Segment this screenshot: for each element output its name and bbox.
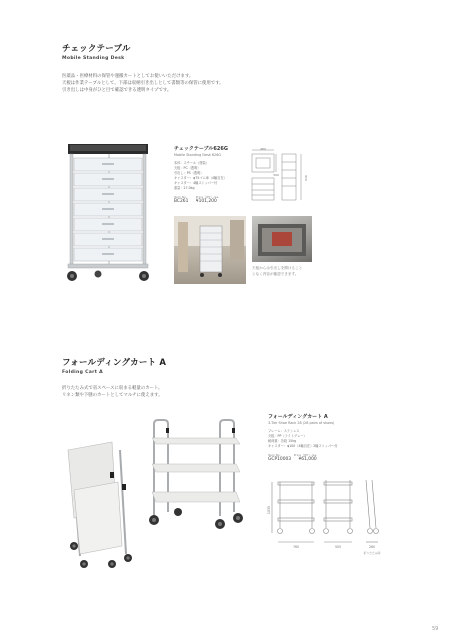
spec-line: 天板：PC（透明） [174, 166, 201, 170]
section2-title: フォールディングカート A [62, 358, 167, 368]
section2-line: 折りたたみ式で省スペースに収まる軽量のカート。 [62, 386, 163, 391]
product2-dimension-drawing [266, 470, 396, 570]
check-table-photo [60, 140, 156, 290]
open-cart-photo [144, 416, 248, 536]
caption-line: 天板からは引出しを開けること [252, 266, 303, 270]
dim-height: 950 [304, 175, 308, 181]
item-label: Item No. [174, 195, 187, 199]
product2-item-row [268, 457, 388, 462]
dim-depth: 505 [334, 545, 342, 549]
section1-line: 医薬品・医療材料の保管や運搬カートとしてお使いいただけます。 [62, 74, 194, 79]
product1-dimension-drawing [248, 148, 308, 204]
section1-line: 引き出しは中身がひと目で確認できる透明タイプです。 [62, 88, 172, 93]
price-label: Price（JPY）/ea. [293, 453, 318, 457]
dim-folded: 260 [368, 545, 376, 549]
caption-line: となく内容が確認できます。 [252, 271, 299, 276]
item-price: ¥101,200 [195, 199, 217, 204]
price-label: Price（JPY）/ea. [195, 195, 220, 199]
spec-line: 天板：PP（ライトグレー） [268, 434, 307, 438]
spec-line: 耐荷重：各段 15kg [268, 439, 297, 443]
spec-line: キャスター：φ75ゴム車（4輪自在） [174, 176, 227, 180]
section2-line: リネン類や下膳のカートとしてマルチに使えます。 [62, 393, 163, 398]
spec-line: 引出し：PS（透明） [174, 171, 204, 175]
page-number: 59 [432, 626, 439, 632]
top-view-caption [252, 266, 322, 277]
item-number: BC261 [174, 199, 189, 204]
product2-specs [268, 429, 388, 449]
dim-depth: 390 [273, 173, 279, 177]
section1-description [62, 73, 362, 94]
spec-line: キャスター：4輪ストッパー付 [174, 181, 218, 185]
product1-name: チェックテーブル626G [174, 146, 228, 152]
section1-title: チェックテーブル [62, 44, 131, 54]
spec-line: フレーム：ステンレス [268, 429, 300, 433]
dim-width: 480 [260, 148, 266, 151]
in-use-photo [174, 216, 246, 284]
dim-folded-note: 折りたたみ時 [363, 551, 381, 555]
folded-cart-photo [60, 436, 140, 576]
product2-name: フォールディングカート A [268, 414, 328, 420]
dim-height: 1035 [267, 505, 271, 515]
top-view-photo [252, 216, 312, 262]
item-price: ¥61,000 [298, 457, 317, 462]
item-label: Item No. [268, 453, 281, 457]
product2-subname: 3-Tier Shoe Rack 28 (28 pairs of shoes) [268, 421, 335, 425]
section2-subtitle: Folding Cart A [62, 370, 103, 375]
section1-subtitle: Mobile Standing Desk [62, 56, 125, 61]
product1-subname: Mobile Standing Desk 626G [174, 153, 221, 157]
spec-line: 重量：27.0kg [174, 186, 195, 190]
dim-width: 760 [292, 545, 300, 549]
product2-info [268, 413, 388, 462]
spec-line: 本体：スチール（塗装） [174, 161, 209, 165]
spec-line: キャスター：φ100（4輪自在）2輪ストッパー付 [268, 444, 338, 448]
section2-description [62, 385, 362, 399]
item-number: GCP10003 [268, 457, 292, 462]
section1-line: 天板は作業テーブルとして、下部は収納引き出しとして書類等の保管に使用です。 [62, 81, 224, 86]
